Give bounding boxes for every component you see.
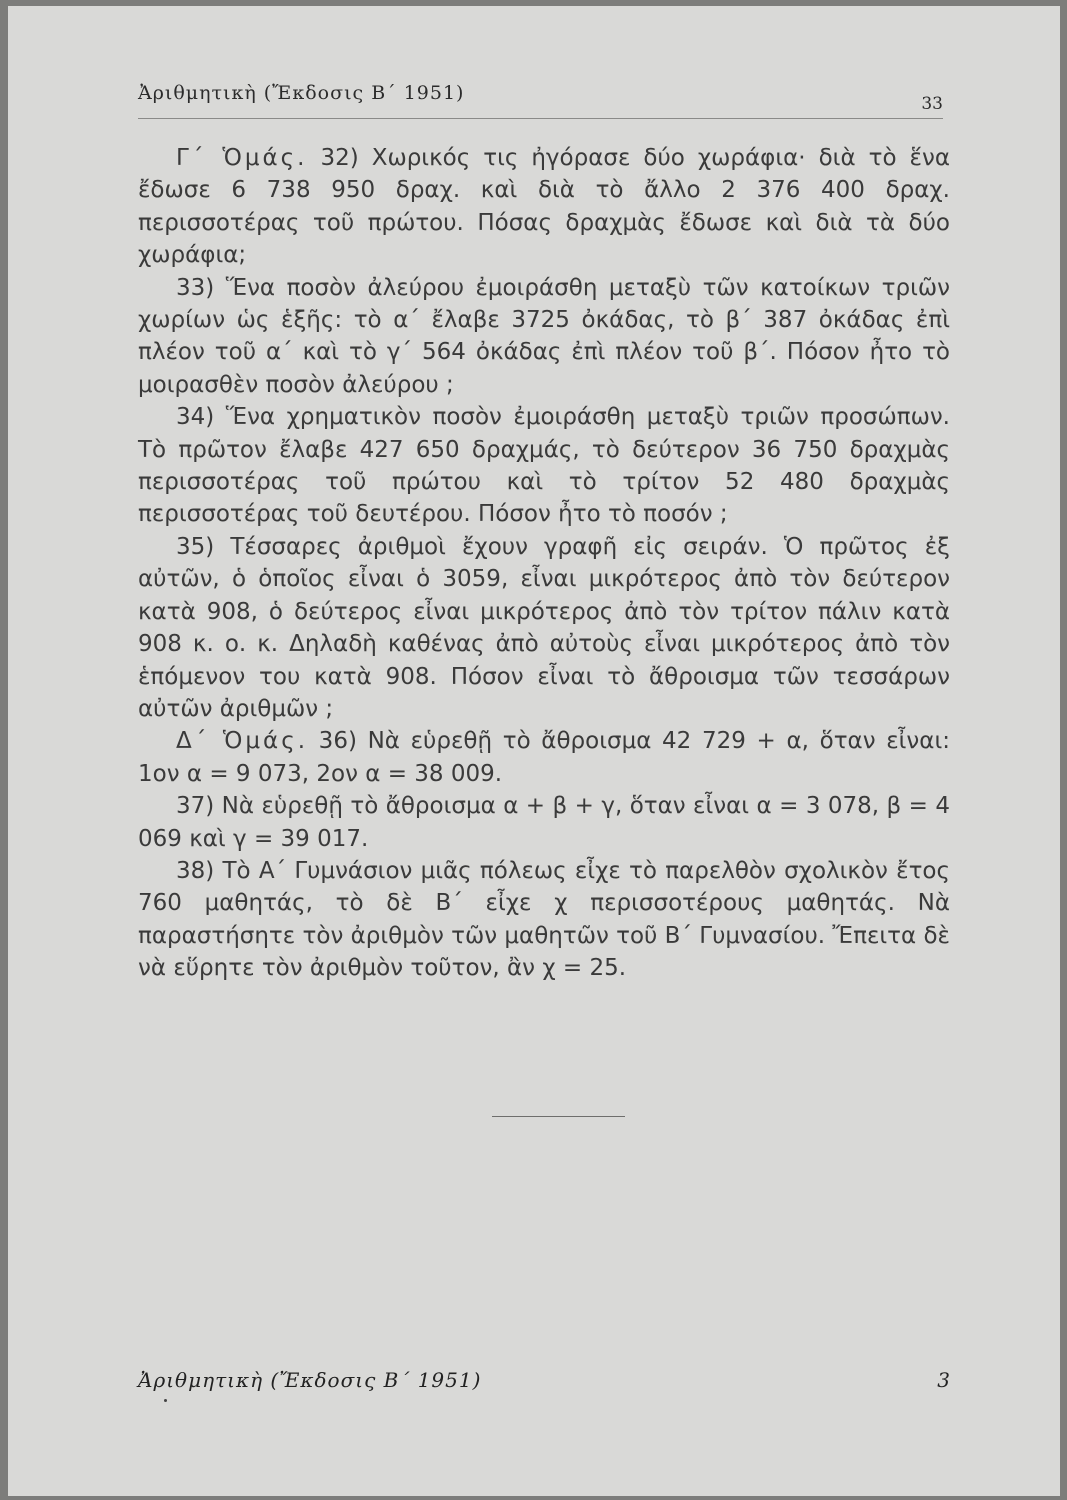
exercise-32 [138, 142, 950, 272]
exercise-36 [138, 725, 950, 790]
running-title: Ἀριθμητικὴ (Ἔκδοσις Β΄ 1951) [138, 82, 465, 104]
exercise-34: 34) Ἕνα χρηματικὸν ποσὸν ἐμοιράσθη μεταξὺ τριῶν προσώπων. Τὸ πρῶτον ἔλαβε 427 650 δραχμάς, τὸ δεύτερον 36 750 δραχμὰς περισσοτέρας τοῦ πρώτου καὶ τὸ τρίτον 52 480 δραχμὰς περισσοτέρας τοῦ δευτέρου. Πόσον ἦτο τὸ ποσόν ; [138, 404, 950, 528]
page-footer [138, 1368, 950, 1398]
section-divider [492, 1116, 625, 1117]
footer-title: Ἀριθμητικὴ (Ἔκδοσις Β΄ 1951) [138, 1368, 482, 1392]
page-number: 33 [921, 94, 943, 114]
page-header [138, 82, 943, 119]
signature-mark: 3 [937, 1368, 950, 1392]
section-heading-gamma: Γ΄ Ὁμάς. [176, 145, 308, 171]
exercise-38: 38) Τὸ Α΄ Γυμνάσιον μιᾶς πόλεως εἶχε τὸ παρελθὸν σχολικὸν ἔτος 760 μαθητάς, τὸ δὲ Β΄ εἶχε χ περισσοτέρους μαθητάς. Νὰ παραστήσητε τὸν ἀριθμὸν τῶν μαθητῶν τοῦ Β΄ Γυμνασίου. Ἔπειτα δὲ νὰ εὕρητε τὸν ἀριθμὸν τοῦτον, ἂν χ = 25. [138, 857, 950, 982]
book-page [8, 6, 1060, 1496]
ink-dot [164, 1399, 167, 1402]
exercise-33: 33) Ἕνα ποσὸν ἀλεύρου ἐμοιράσθη μεταξὺ τῶν κατοίκων τριῶν χωρίων ὡς ἑξῆς: τὸ α΄ ἔλαβε 3725 ὀκάδας, τὸ β΄ 387 ὀκάδας ἐπὶ πλέον τοῦ α΄ καὶ τὸ γ΄ 564 ὀκάδας ἐπὶ πλέον τοῦ β΄. Πόσον ἦτο τὸ μοιρασθὲν ποσὸν ἀλεύρου ; [138, 274, 950, 398]
section-heading-delta: Δ΄ Ὁμάς. [176, 728, 309, 755]
exercise-37: 37) Νὰ εὑρεθῇ τὸ ἄθροισμα α + β + γ, ὅταν εἶναι α = 3 078, β = 4 069 καὶ γ = 39 017. [138, 793, 950, 852]
exercise-text [138, 142, 950, 985]
exercise-35: 35) Τέσσαρες ἀριθμοὶ ἔχουν γραφῆ εἰς σειράν. Ὁ πρῶτος ἐξ αὐτῶν, ὁ ὁποῖος εἶναι ὁ 3059, εἶναι μικρότερος ἀπὸ τὸν δεύτερον κατὰ 908, ὁ δεύτερος εἶναι μικρότερος ἀπὸ τὸν τρίτον πάλιν κατὰ 908 κ. ο. κ. Δηλαδὴ καθένας ἀπὸ αὐτοὺς εἶναι μικρότερος ἀπὸ τὸν ἑπόμενον του κατὰ 908. Πόσον εἶναι τὸ ἄθροισμα τῶν τεσσάρων αὐτῶν ἀριθμῶν ; [138, 533, 950, 722]
exercise-32-text: 32) Χωρικός τις ἠγόρασε δύο χωράφια· διὰ τὸ ἕνα ἔδωσε 6 738 950 δραχ. καὶ διὰ τὸ ἄλλο 2 376 400 δραχ. περισσοτέρας τοῦ πρώτου. Πόσας δραχμὰς ἔδωσε καὶ διὰ τὰ δύο χωράφια; [138, 145, 950, 269]
exercise-36-text: 36) Νὰ εὑρεθῇ τὸ ἄθροισμα 42 729 + α, ὅταν εἶναι: 1ον α = 9 073, 2ον α = 38 009. [138, 728, 950, 787]
